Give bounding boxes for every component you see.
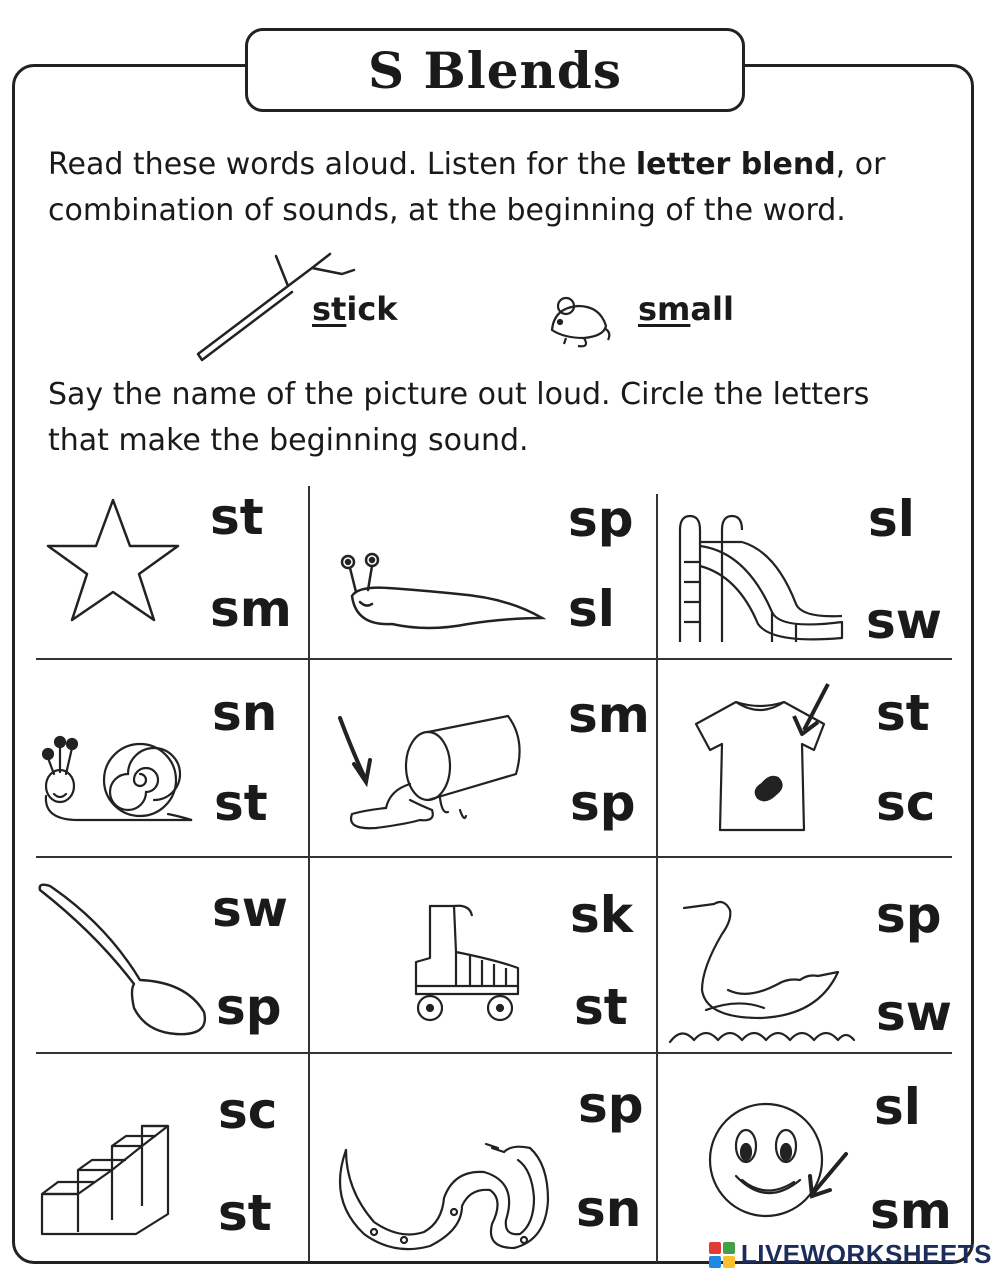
blend-option[interactable]: sp (578, 1076, 644, 1134)
instruction-text: Read these words aloud. Listen for the (48, 147, 636, 182)
instruction-text: Say the name of the picture out loud. Circle the letters (48, 377, 870, 412)
stained-shirt-icon (690, 680, 836, 836)
blend-option[interactable]: sp (876, 886, 942, 944)
grid-divider (656, 494, 658, 1262)
grid-divider (308, 486, 310, 1262)
blend-option[interactable]: sn (212, 684, 278, 742)
instruction-text: , or (835, 147, 886, 182)
example-blend: sm (638, 290, 691, 328)
grid-divider (36, 1052, 952, 1054)
title-box (245, 28, 745, 112)
example-word-small (638, 290, 734, 328)
blend-option[interactable]: sc (876, 774, 936, 832)
blend-option[interactable]: st (214, 774, 268, 832)
spoon-icon (36, 880, 210, 1040)
liveworksheets-logo-icon (709, 1242, 735, 1268)
slug-icon (338, 552, 546, 634)
blend-option[interactable]: sc (218, 1082, 278, 1140)
blend-option[interactable]: sp (570, 774, 636, 832)
blend-option[interactable]: sn (576, 1180, 642, 1238)
instruction-bold-term: letter blend (635, 147, 836, 182)
liveworksheets-watermark (709, 1239, 992, 1270)
logo-tile (709, 1256, 721, 1268)
blend-option[interactable]: st (218, 1184, 272, 1242)
logo-tile (723, 1256, 735, 1268)
blend-option[interactable]: st (210, 488, 264, 546)
blend-option[interactable]: sl (874, 1078, 921, 1136)
blend-option[interactable]: sw (866, 592, 942, 650)
grid-divider (36, 658, 952, 660)
star-icon (44, 496, 182, 626)
snake-icon (334, 1140, 554, 1258)
blend-option[interactable]: sm (210, 580, 292, 638)
instruction-text: combination of sounds, at the beginning of the word. (48, 193, 846, 228)
brand-name: LIVEWORKSHEETS (740, 1239, 992, 1269)
blend-option[interactable]: sk (570, 886, 634, 944)
blend-option[interactable]: sl (868, 490, 915, 548)
grid-divider (36, 856, 952, 858)
blend-option[interactable]: sm (568, 686, 650, 744)
snail-icon (38, 734, 198, 826)
blend-option[interactable]: sm (870, 1182, 952, 1240)
instruction-paragraph-2 (48, 372, 948, 464)
instruction-paragraph-1 (48, 142, 948, 234)
logo-tile (709, 1242, 721, 1254)
example-rest: all (690, 290, 734, 328)
page-title: S Blends (367, 40, 623, 100)
swan-icon (668, 890, 856, 1044)
stairs-icon (38, 1122, 172, 1238)
blend-option[interactable]: sl (568, 580, 615, 638)
blend-option[interactable]: sw (876, 984, 952, 1042)
slide-icon (676, 512, 846, 646)
skate-icon (410, 902, 522, 1026)
example-word-stick (312, 290, 398, 328)
smile-icon (706, 1096, 854, 1220)
example-rest: ick (346, 290, 398, 328)
example-blend: st (312, 290, 347, 328)
logo-tile (723, 1242, 735, 1254)
blend-option[interactable]: sw (212, 880, 288, 938)
instruction-text: that make the beginning sound. (48, 423, 529, 458)
spill-icon (336, 710, 530, 836)
blend-option[interactable]: st (876, 684, 930, 742)
worksheet-frame (12, 64, 974, 1264)
blend-option[interactable]: st (574, 978, 628, 1036)
blend-option[interactable]: sp (216, 978, 282, 1036)
blend-option[interactable]: sp (568, 490, 634, 548)
mouse-icon (544, 292, 614, 348)
